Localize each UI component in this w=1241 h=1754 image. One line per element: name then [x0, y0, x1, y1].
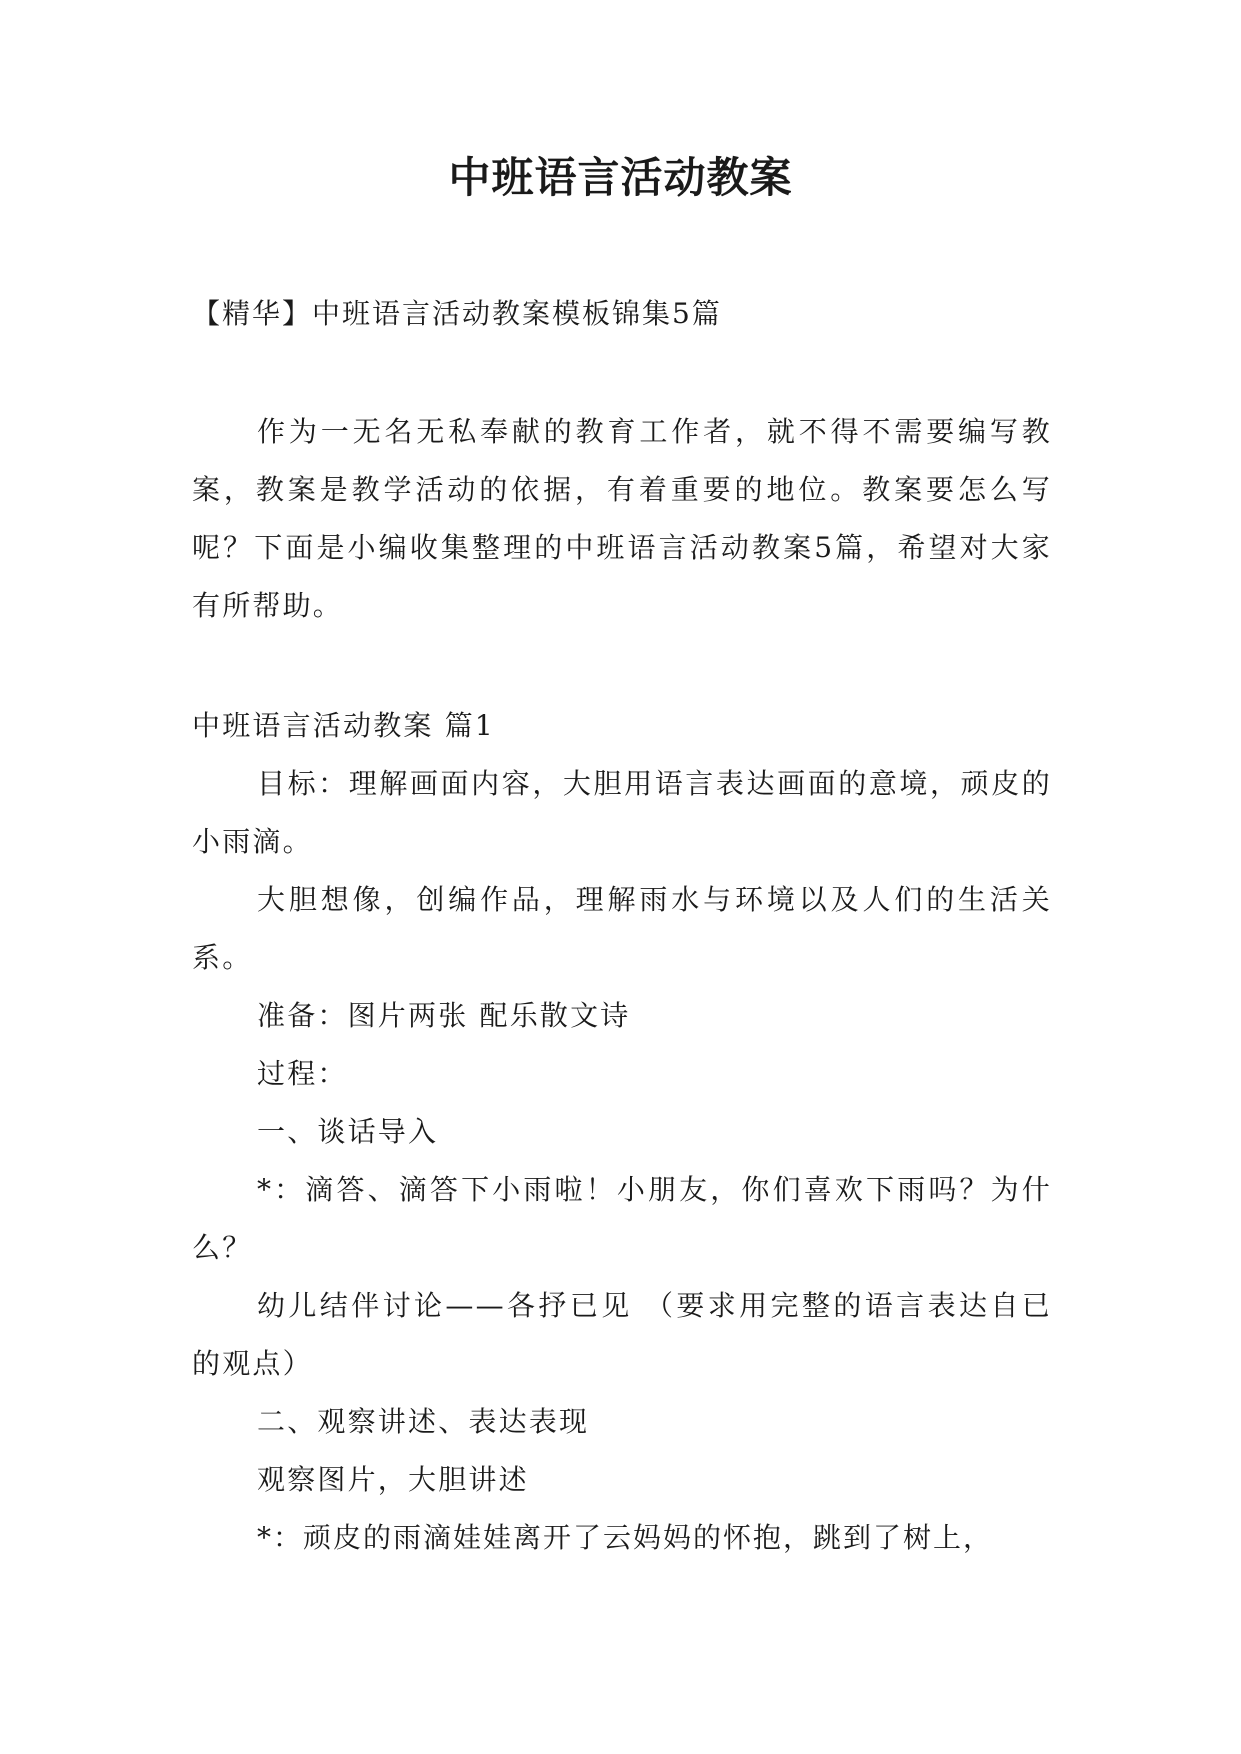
document-subtitle: 【精华】中班语言活动教案模板锦集5篇: [192, 297, 722, 330]
document-title: 中班语言活动教案: [448, 153, 793, 202]
section-1: [192, 697, 1052, 1567]
paragraph-step-1: 一、谈话导入: [257, 1115, 439, 1148]
paragraph-raindrop: *：顽皮的雨滴娃娃离开了云妈妈的怀抱，跳到了树上，: [257, 1521, 994, 1554]
paragraph-step-2: 二、观察讲述、表达表现: [257, 1405, 590, 1438]
intro-paragraph: 作为一无名无私奉献的教育工作者，就不得不需要编写教案，教案是教学活动的依据，有着重要的地位。教案要怎么写呢？下面是小编收集整理的中班语言活动教案5篇，希望对大家有所帮助。: [192, 415, 1052, 622]
paragraph-goal-2: 大胆想像，创编作品，理解雨水与环境以及人们的生活关系。: [192, 883, 1052, 974]
paragraph-goal: 目标：理解画面内容，大胆用语言表达画面的意境，顽皮的小雨滴。: [192, 767, 1052, 858]
paragraph-discussion: 幼儿结伴讨论——各抒已见 （要求用完整的语言表达自已的观点）: [192, 1289, 1052, 1380]
section-heading: 中班语言活动教案 篇1: [192, 709, 495, 742]
paragraph-question: *：滴答、滴答下小雨啦！小朋友，你们喜欢下雨吗？为什么？: [192, 1173, 1052, 1264]
paragraph-preparation: 准备：图片两张 配乐散文诗: [257, 999, 631, 1032]
paragraph-process: 过程：: [257, 1057, 348, 1090]
paragraph-observe: 观察图片，大胆讲述: [257, 1463, 529, 1496]
